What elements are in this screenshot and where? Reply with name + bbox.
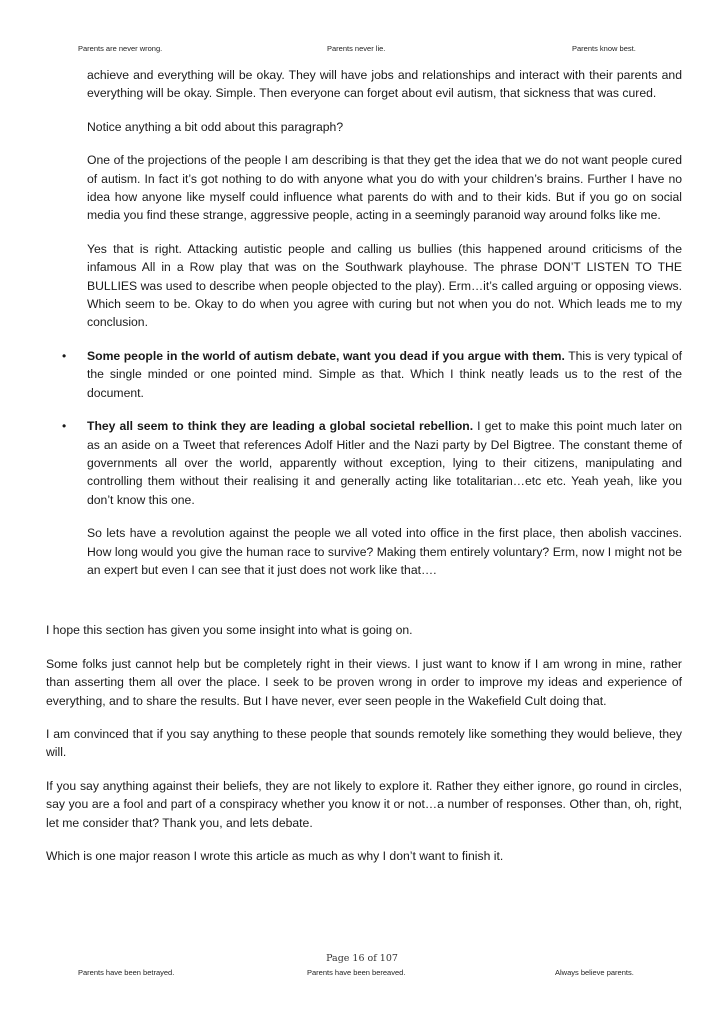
paragraph: Some folks just cannot help but be completely right in their views. I just want to know if I am wrong in mine, rather than asserting them all over the place. I seek to be proven wrong in order to improve my ideas and experience of everything, and to share the results. But I have never, ever seen people in the Wakefield Cult doing that. — [46, 656, 682, 708]
header-right: Parents know best. — [572, 44, 636, 53]
bullet-text: This is very typical of the single minded or one pointed mind. Simple as that. Which I think neatly leads us to the rest of the document. — [87, 348, 682, 400]
paragraph: Which is one major reason I wrote this article as much as why I don’t want to finish it. — [46, 849, 504, 863]
footer-right: Always believe parents. — [555, 968, 634, 977]
page-footer — [0, 968, 724, 982]
document-body — [46, 66, 682, 880]
paragraph: So lets have a revolution against the people we all voted into office in the first place, then abolish vaccines. How long would you give the human race to survive? Making them entirely voluntary? Erm, now I might not be an expert but even I can see that it just does not work like that…. — [87, 526, 682, 577]
footer-center: Parents have been bereaved. — [307, 968, 406, 977]
paragraph: I am convinced that if you say anything to these people that sounds remotely like something they would believe, they will. — [46, 726, 682, 760]
paragraph: Yes that is right. Attacking autistic people and calling us bullies (this happened around criticisms of the infamous All in a Row play that was on the Southwark playhouse. The phrase DON’T LISTEN TO THE BULLIES was used to describe when people objected to the play). Erm…it’s called arguing or opposing views. Which seem to be. Okay to do when you agree with curing but not when you do not. Which leads me to my conclusion. — [87, 241, 682, 330]
section-spacer — [46, 579, 682, 621]
bullet-bold-lead: They all seem to think they are leading a global societal rebellion. — [87, 419, 474, 434]
paragraph: I hope this section has given you some insight into what is going on. — [46, 623, 413, 638]
bullet-icon: • — [62, 348, 67, 363]
header-left: Parents are never wrong. — [78, 44, 163, 53]
bullet-item — [62, 417, 683, 509]
footer-left: Parents have been betrayed. — [78, 968, 175, 977]
header-center: Parents never lie. — [327, 44, 386, 53]
paragraph: If you say anything against their beliefs, they are not likely to explore it. Rather they either ignore, go round in circles, say you are a fool and part of a conspiracy whether you know it or not…a number of responses. Other than, oh, right, let me consider that? Thank you, and lets debate. — [46, 778, 682, 830]
bullet-item — [62, 347, 682, 402]
paragraph: One of the projections of the people I am describing is that they get the idea that we do not want people cured of autism. In fact it’s got nothing to do with anyone what you do with your children’s brains. Further I have no idea how anyone like myself could influence what parents do with and to their kids. But if you go on social media you find these strange, aggressive people, acting in a seemingly paranoid way around folks like me. — [87, 153, 682, 223]
bullet-text: I get to make this point much later on as an aside on a Tweet that references Adolf Hitler and the Nazi party by Del Bigtree. The constant theme of governments all over the world, apparently without exception, lying to their citizens, manipulating and controlling them without their realising it and generally acting like totalitarian…etc etc. Yeah yeah, like you don’t know this one. — [87, 419, 683, 507]
page-header — [0, 44, 724, 58]
paragraph: achieve and everything will be okay. They will have jobs and relationships and interact with their parents and everything will be okay. Simple. Then everyone can forget about evil autism, that sickness that was cured. — [87, 68, 682, 101]
bullet-icon: • — [62, 419, 67, 434]
page-number: Page 16 of 107 — [326, 953, 398, 964]
paragraph: Notice anything a bit odd about this paragraph? — [87, 119, 344, 134]
bullet-bold-lead: Some people in the world of autism debate, want you dead if you argue with them. — [87, 348, 565, 363]
